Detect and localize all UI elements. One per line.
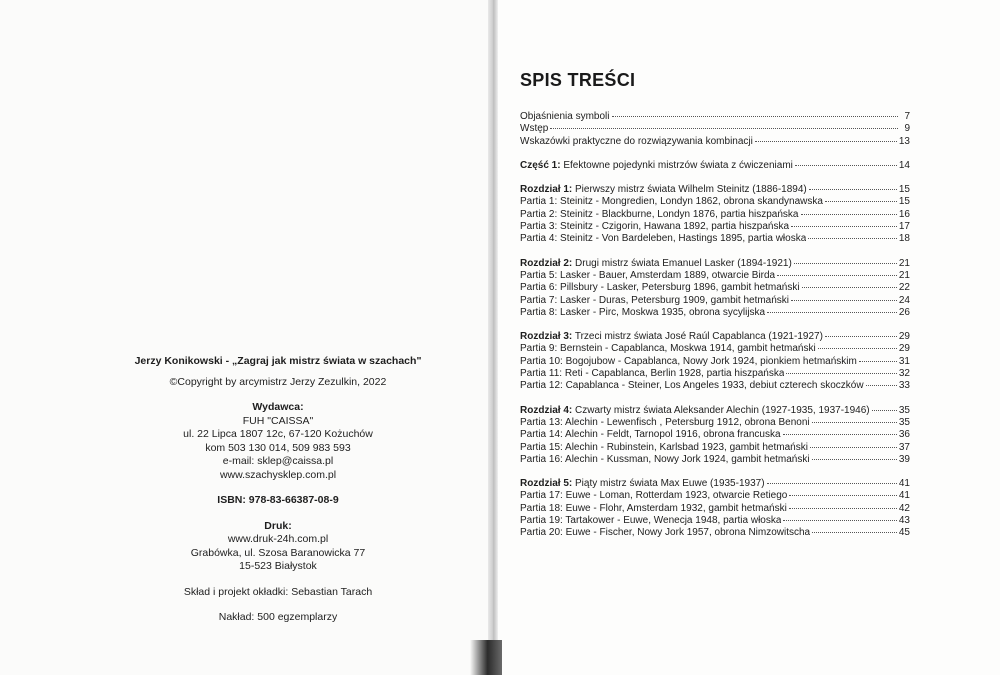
- toc-page-number: 31: [898, 355, 910, 367]
- toc-page-number: 21: [898, 269, 910, 281]
- toc-entry-label: [520, 123, 548, 135]
- colophon: [128, 355, 428, 625]
- toc-entry-text: Partia 7: Lasker - Duras, Petersburg 1909, gambit hetmański: [520, 294, 790, 306]
- toc-entry-text: Partia 11: Reti - Capablanca, Berlin 1928, partia hiszpańska: [520, 368, 785, 380]
- toc-entry-text: Trzeci mistrz świata José Raúl Capablanca (1921-1927): [572, 331, 823, 343]
- toc-entry: [520, 356, 910, 368]
- toc-entry: [520, 111, 910, 123]
- toc-entry: [520, 442, 910, 454]
- toc-leader-dots: [786, 373, 896, 374]
- toc-entry-label: [520, 503, 787, 515]
- toc-page-number: 22: [898, 282, 910, 294]
- toc-entry-text: Wskazówki praktyczne do rozwiązywania kombinacji: [520, 135, 753, 147]
- toc-entry: [520, 429, 910, 441]
- toc-leader-dots: [789, 508, 897, 509]
- toc-page-number: 18: [898, 233, 910, 245]
- toc-entry-text: Partia 14: Alechin - Feldt, Tarnopol 1916, obrona francuska: [520, 429, 781, 441]
- toc-page-number: 37: [898, 441, 910, 453]
- toc-group: [520, 184, 910, 245]
- toc-entry: [520, 490, 910, 502]
- toc-entry-label: [520, 331, 823, 343]
- toc-entry: [520, 258, 910, 270]
- toc-leader-dots: [808, 238, 897, 239]
- toc-leader-dots: [783, 520, 896, 521]
- toc-leader-dots: [550, 128, 898, 129]
- toc-entry-text: Partia 6: Pillsbury - Lasker, Petersburg 1896, gambit hetmański: [520, 282, 800, 294]
- toc-entry-text: Partia 2: Steinitz - Blackburne, Londyn 1876, partia hiszpańska: [520, 208, 799, 220]
- toc-entry: [520, 233, 910, 245]
- toc-entry-label: [520, 160, 793, 172]
- toc-entry-label: [520, 417, 810, 429]
- toc-entry: [520, 405, 910, 417]
- toc-entry: [520, 221, 910, 233]
- toc-entry-prefix: Rozdział 3:: [520, 331, 573, 343]
- toc-leader-dots: [767, 312, 897, 313]
- toc-page-number: 26: [898, 306, 910, 318]
- toc-leader-dots: [812, 422, 897, 423]
- publisher-line: www.szachysklep.com.pl: [219, 468, 337, 481]
- toc-entry-text: Partia 10: Bogojubow - Capablanca, Nowy Jork 1924, pionkiem hetmańskim: [520, 355, 857, 367]
- print-line: Grabówka, ul. Szosa Baranowicka 77: [190, 546, 366, 559]
- toc-entry-label: [520, 527, 810, 539]
- toc-group: [520, 478, 910, 539]
- publisher-line: FUH "CAISSA": [242, 414, 314, 427]
- toc-entry-prefix: Rozdział 2:: [520, 257, 573, 269]
- toc-entry-text: Partia 17: Euwe - Loman, Rotterdam 1923, otwarcie Retiego: [520, 490, 788, 502]
- toc-leader-dots: [812, 459, 897, 460]
- toc-entry-text: Efektowne pojedynki mistrzów świata z ćwiczeniami: [560, 159, 793, 171]
- toc-page-number: 21: [898, 257, 910, 269]
- toc-page-number: 29: [898, 331, 910, 343]
- toc-page-number: 35: [898, 416, 910, 428]
- toc-entry-prefix: Rozdział 5:: [520, 478, 573, 490]
- toc-entry-label: [520, 184, 807, 196]
- toc-entry-text: Partia 13: Alechin - Lewenfisch , Petersburg 1912, obrona Benoni: [520, 416, 810, 428]
- toc-entry: [520, 380, 910, 392]
- toc-entry-label: [520, 368, 784, 380]
- print-run: Nakład: 500 egzemplarzy: [218, 611, 338, 623]
- toc-entry-text: Drugi mistrz świata Emanuel Lasker (1894-1921): [572, 257, 792, 269]
- toc-entry: [520, 368, 910, 380]
- toc-entry-label: [520, 136, 753, 148]
- toc-page-number: 15: [898, 184, 910, 196]
- toc-page-number: 41: [898, 478, 910, 490]
- toc-page-number: 13: [898, 135, 910, 147]
- toc-page-number: 14: [898, 159, 910, 171]
- print-heading: Druk:: [264, 519, 292, 532]
- toc-entry: [520, 282, 910, 294]
- toc-page-number: 41: [898, 490, 910, 502]
- toc-entry-label: [520, 454, 810, 466]
- toc-page-number: 33: [898, 380, 910, 392]
- toc-leader-dots: [755, 141, 897, 142]
- toc-entry-text: Partia 16: Alechin - Kussman, Nowy Jork 1924, gambit hetmański: [520, 453, 810, 465]
- toc-entry-text: Partia 3: Steinitz - Czigorin, Hawana 1892, partia hiszpańska: [520, 221, 790, 233]
- toc-page-number: 24: [898, 294, 910, 306]
- toc-entry: [520, 136, 910, 148]
- toc-entry-label: [520, 221, 789, 233]
- print-line: 15-523 Białystok: [239, 560, 317, 572]
- toc-page-number: 32: [898, 368, 910, 380]
- toc-entry: [520, 503, 910, 515]
- toc-entry-label: [520, 233, 806, 245]
- toc-entry-text: Objaśnienia symboli: [520, 111, 610, 122]
- toc-page-number: 16: [898, 208, 910, 220]
- toc-leader-dots: [783, 434, 897, 435]
- toc-leader-dots: [859, 361, 897, 362]
- toc-entry-text: Partia 20: Euwe - Fischer, Nowy Jork 1957, obrona Nimzowitscha: [520, 527, 811, 539]
- colophon-copyright: ©Copyright by arcymistrz Jerzy Zezulkin, 2022: [169, 375, 387, 388]
- toc-entry-label: [520, 356, 857, 368]
- toc-entry: [520, 123, 910, 135]
- toc-entry: [520, 270, 910, 282]
- toc-entry: [520, 454, 910, 466]
- toc-page-number: 15: [898, 196, 910, 208]
- toc-page-number: 43: [898, 515, 910, 527]
- toc-leader-dots: [825, 336, 897, 337]
- toc-entry-label: [520, 442, 808, 454]
- publisher-line: kom 503 130 014, 509 983 593: [205, 441, 351, 454]
- toc-entry-text: Partia 12: Capablanca - Steiner, Los Angeles 1933, debiut czterech skoczków: [520, 380, 864, 392]
- toc-leader-dots: [802, 287, 897, 288]
- toc-entry-prefix: Rozdział 1:: [520, 184, 573, 196]
- toc-leader-dots: [612, 116, 899, 117]
- toc-entry: [520, 331, 910, 343]
- toc-entry: [520, 515, 910, 527]
- toc-entry-label: [520, 258, 792, 270]
- toc-page-number: 35: [898, 404, 910, 416]
- toc-group: [520, 405, 910, 466]
- toc-leader-dots: [825, 201, 897, 202]
- toc-entry-text: Partia 18: Euwe - Flohr, Amsterdam 1932, gambit hetmański: [520, 502, 787, 514]
- toc-leader-dots: [794, 263, 897, 264]
- toc-page-number: 39: [898, 453, 910, 465]
- toc-group: [520, 160, 910, 172]
- toc-entry-label: [520, 343, 816, 355]
- toc-entry-label: [520, 307, 765, 319]
- toc-entry-text: Partia 4: Steinitz - Von Bardeleben, Hastings 1895, partia włoska: [520, 233, 807, 245]
- toc-entry: [520, 478, 910, 490]
- colophon-title-line: Jerzy Konikowski - „Zagraj jak mistrz świata w szachach": [134, 355, 422, 367]
- toc-leader-dots: [789, 495, 897, 496]
- toc-entry-label: [520, 196, 823, 208]
- toc-entry-label: [520, 478, 765, 490]
- toc-entry-label: [520, 282, 800, 294]
- toc-page-number: 9: [904, 123, 910, 135]
- toc-entry-label: [520, 209, 799, 221]
- toc-entry: [520, 209, 910, 221]
- toc-page-number: 29: [898, 343, 910, 355]
- toc-title: SPIS TREŚCI: [520, 70, 636, 90]
- toc-entry-label: [520, 405, 870, 417]
- publisher-heading: Wydawca:: [252, 401, 304, 413]
- toc-entry-prefix: Rozdział 4:: [520, 404, 573, 416]
- toc-entry-text: Wstęp: [520, 123, 549, 135]
- toc-group: [520, 258, 910, 319]
- toc-entry-label: [520, 270, 775, 282]
- toc-entry-text: Partia 19: Tartakower - Euwe, Wenecja 1948, partia włoska: [520, 515, 782, 527]
- toc-leader-dots: [791, 300, 897, 301]
- toc-entry-prefix: Część 1:: [520, 159, 561, 171]
- book-spine-shadow: [470, 640, 502, 675]
- toc-entry-text: Czwarty mistrz świata Aleksander Alechin (1927-1935, 1937-1946): [572, 404, 870, 416]
- toc-leader-dots: [791, 226, 897, 227]
- table-of-contents: [520, 111, 910, 552]
- toc-entry: [520, 417, 910, 429]
- toc-entry: [520, 307, 910, 319]
- toc-entry-text: Partia 8: Lasker - Pirc, Moskwa 1935, obrona sycylijska: [520, 306, 766, 318]
- toc-leader-dots: [810, 447, 897, 448]
- toc-page-number: 36: [898, 429, 910, 441]
- toc-leader-dots: [809, 189, 897, 190]
- toc-leader-dots: [818, 348, 897, 349]
- toc-group: [520, 111, 910, 148]
- toc-leader-dots: [801, 214, 897, 215]
- toc-entry-text: Partia 9: Bernstein - Capablanca, Moskwa 1914, gambit hetmański: [520, 343, 816, 355]
- toc-entry-label: [520, 111, 610, 123]
- toc-leader-dots: [872, 410, 897, 411]
- toc-leader-dots: [777, 275, 897, 276]
- toc-entry-label: [520, 429, 781, 441]
- toc-entry: [520, 196, 910, 208]
- toc-leader-dots: [812, 532, 897, 533]
- book-spine: [488, 0, 498, 675]
- toc-entry-label: [520, 515, 781, 527]
- toc-leader-dots: [866, 385, 897, 386]
- toc-leader-dots: [767, 483, 897, 484]
- toc-entry-text: Piąty mistrz świata Max Euwe (1935-1937): [572, 478, 765, 490]
- toc-page-number: 42: [898, 502, 910, 514]
- toc-group: [520, 331, 910, 392]
- toc-page-number: 45: [898, 527, 910, 539]
- toc-entry-text: Partia 15: Alechin - Rubinstein, Karlsbad 1923, gambit hetmański: [520, 441, 808, 453]
- toc-entry: [520, 160, 910, 172]
- toc-entry: [520, 295, 910, 307]
- isbn: ISBN: 978-83-66387-08-9: [217, 494, 339, 506]
- toc-entry: [520, 527, 910, 539]
- toc-entry-text: Partia 5: Lasker - Bauer, Amsterdam 1889, otwarcie Birda: [520, 269, 776, 281]
- toc-entry-text: Pierwszy mistrz świata Wilhelm Steinitz (1886-1894): [572, 184, 807, 196]
- publisher-line: ul. 22 Lipca 1807 12c, 67-120 Kożuchów: [183, 428, 373, 440]
- toc-entry: [520, 184, 910, 196]
- toc-entry-label: [520, 380, 864, 392]
- publisher-line: e-mail: sklep@caissa.pl: [222, 455, 334, 467]
- toc-entry-text: Partia 1: Steinitz - Mongredien, Londyn 1862, obrona skandynawska: [520, 196, 823, 208]
- toc-leader-dots: [795, 165, 897, 166]
- toc-entry: [520, 343, 910, 355]
- toc-entry-label: [520, 295, 789, 307]
- print-line: www.druk-24h.com.pl: [227, 533, 329, 545]
- layout-credit: Skład i projekt okładki: Sebastian Tarach: [183, 585, 373, 598]
- toc-page-number: 7: [904, 111, 910, 122]
- toc-entry-label: [520, 490, 787, 502]
- toc-page-number: 17: [898, 221, 910, 233]
